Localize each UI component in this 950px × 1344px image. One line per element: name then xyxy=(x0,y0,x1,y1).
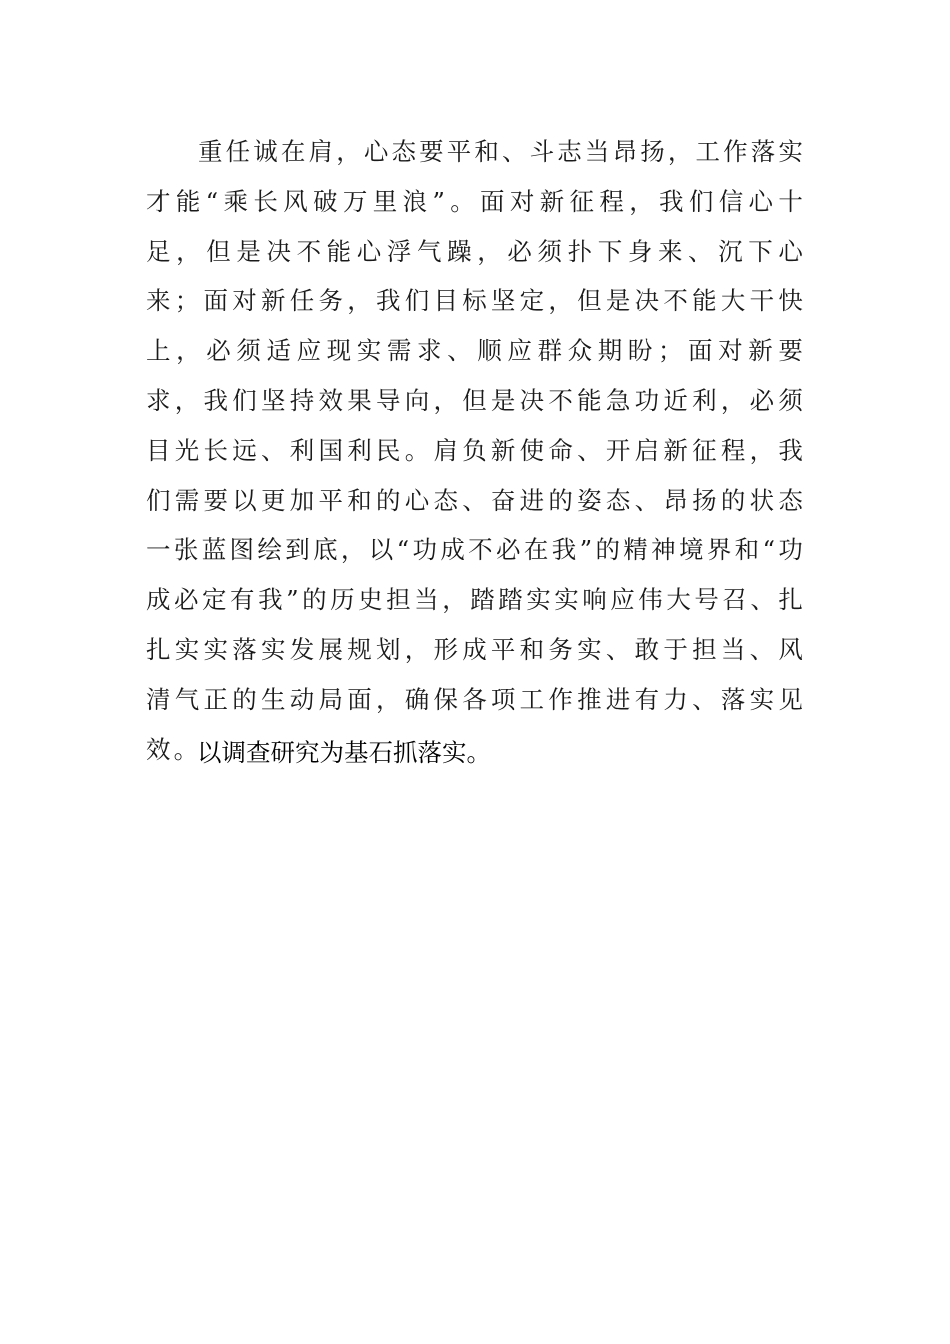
body-paragraph: 重任诚在肩，心态要平和、斗志当昂扬，工作落实才能“乘长风破万里浪”。面对新征程，我们信心十足，但是决不能心浮气躁，必须扑下身来、沉下心来；面对新任务，我们目标坚定，但是决不能大干快上，必须适应现实需求、顺应群众期盼；面对新要求，我们坚持效果导向，但是决不能急功近利，必须目光长远、利国利民。肩负新使命、开启新征程，我们需要以更加平和的心态、奋进的姿态、昂扬的状态一张蓝图绘到底，以“功成不必在我”的精神境界和“功成必定有我”的历史担当，踏踏实实响应伟大号召、扎扎实实落实发展规划，形成平和务实、敢于担当、风清气正的生动局面，确保各项工作推进有力、落实见效。 xyxy=(146,137,806,764)
section-heading: 以调查研究为基石抓落实。 xyxy=(197,738,491,767)
